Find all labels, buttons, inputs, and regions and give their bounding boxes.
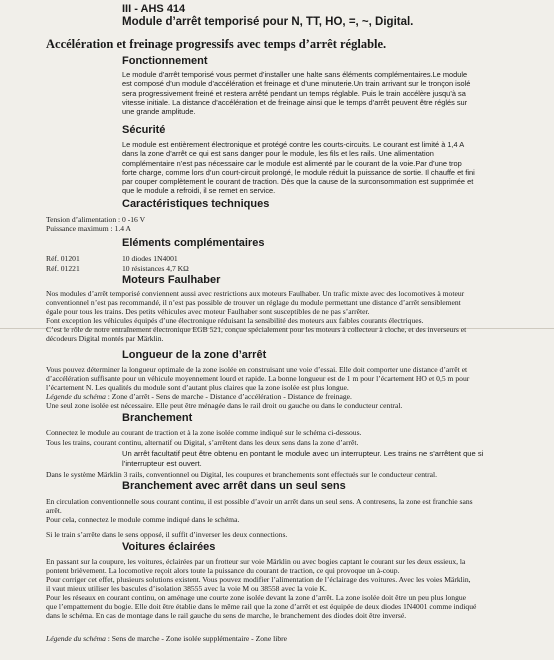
section-longueur: Vous pouvez déterminer la longueur optimale de la zone isolée en construisant une voie d’essai. Elle doit comporter une distance d’arrêt et d’accélération suffisante pour un véhicule moyennement lourd et rapide. La bonne longueur est de 1 m pour l’écartement HO et 0,5 m pour l’écartement N. Les qualités du module sont d’autant plus claires que la zone isolée est plus longue. Légende du schéma : Zone d’arrêt - Sens de marche - Distance d’accélération - Distance de freinage. Une seul zone isolée est nécessaire. Elle peut être ménagée dans le rail droit ou gauche ou dans le conducteur central. (46, 365, 470, 410)
product-title: Module d’arrêt temporisé pour N, TT, HO, =, ~, Digital. (122, 16, 414, 28)
branchement-line-2: Tous les trains, courant continu, alternatif ou Digital, s’arrêtent dans les deux sens dans la zone d’arrêt. (46, 438, 359, 447)
section-un-sens: En circulation conventionnelle sous courant continu, il est possible d’avoir un arrêt dans un seul sens. A contresens, la zone est franchie sans arrêt. Pour cela, connectez le module comme indiqué dans le schéma. Si le train s’arrête dans le sens opposé, il suffit d’inverser les deux connections. (46, 497, 473, 539)
heading-elements: Eléments complémentaires (122, 237, 265, 249)
branchement-line-3: Dans le système Märklin 3 rails, conventionnel ou Digital, les coupures et branchements sont effectués sur le conducteur central. (46, 470, 438, 479)
branchement-line-1: Connectez le module au courant de traction et à la zone isolée comme indiqué sur le schéma ci-dessous. (46, 428, 362, 437)
heading-securite: Sécurité (122, 124, 166, 136)
elements-desc-1: 10 diodes 1N4001 (122, 254, 178, 263)
legend-label-1: Légende du schéma (46, 392, 106, 401)
section-fonctionnement: Le module d’arrêt temporisé vous permet d’installer une halte sans éléments complémentaires.Le module est composé d’un module d’accélération et freinage et d’une minuterie.Un train arrivant sur le tronçon isolé sera progressivement freiné et restera arrêté pendant un temps réglable. Puis le train accélère jusqu’à sa vitesse initiale. La distance d’accélération et de freinage ainsi que le temps d’arrêt peuvent être réglés sur une grande amplitude. (122, 70, 471, 117)
section-caracteristiques: Tension d’alimentation : 0 -16 V Puissance maximum : 1.4 A (46, 215, 146, 233)
legend-label-2: Légende du schéma (46, 634, 106, 643)
product-subtitle: Accélération et freinage progressifs avec temps d’arrêt réglable. (46, 37, 387, 51)
legend-voitures: Légende du schéma : Sens de marche - Zone isolée supplémentaire - Zone libre (46, 634, 288, 643)
heading-voitures: Voitures éclairées (122, 541, 216, 553)
branchement-note-1: Un arrêt facultatif peut être obtenu en pontant le module avec un interrupteur. Les trains ne s’arrêtent que si (122, 449, 484, 458)
section-faulhaber: Nos modules d’arrêt temporisé conviennent aussi avec restrictions aux moteurs Faulhaber. Un trafic mixte avec des locomotives à moteur conventionnel n’est pas recommandé, il n’est pas possible de trouver un réglage du module permettant une distance d’arrêt sensiblement égale pour tous les trains. Des petits véhicules avec moteur Faulhaber sont susceptibles de ne pas s’arrêter. Font exception les véhicules équipés d’une électronique réduisant la sensibilité des moteurs aux faibles courants électriques. C’est le rôle de notre entraînement électronique EGB 521, conçue spécialement pour les moteurs à collecteur à cloche, et des inverseurs et décodeurs Digital montés par Märklin. (46, 289, 467, 343)
elements-ref-1: Réf. 01201 (46, 254, 80, 263)
section-securite: Le module est entièrement électronique et protégé contre les courts-circuits. Le courant est limité à 1,4 A dans la zone d’arrêt ce qui est sans danger pour le module, les fils et les rails. Une alimentation complémentaire n’est pas nécessaire car le module est alimenté par le courant de la voie.Par d’une trop forte charge, comme lors d’un court-circuit prolongé, le module réduit la puissance de sortie. Il chauffe et fini par couper complètement le courant de traction. Dès que la cause de la surconsommation est supprimée et que le module a refroidi, il se remet en service. (122, 140, 475, 196)
product-code: III - AHS 414 (122, 3, 186, 15)
section-voitures: En passant sur la coupure, les voitures, éclairées par un frotteur sur voie Märklin ou avec bogies captant le courant sur les deux essieux, la pontent brièvement. La locomotive reçoit alors toute la puissance du courant de traction, ce qui provoque un à-coup. Pour corriger cet effet, plusieurs solutions existent. Vous pouvez modifier l’alimentation de l’éclairage des voitures. Avec les voies Märklin, il vaut mieux utiliser les bascules d’isolation 38555 avec la voie M ou 38558 avec la voie K. Pour les réseaux en courant continu, on aménage une courte zone isolée devant la zone d’arrêt. La zone isolée doit être un peu plus longue que l’empattement du bogie. Elle doit être établie dans le même rail que la zone d’arrêt et est équipée de deux diodes 1N4001 comme indiqué dans le schéma. En cas de montage dans le rail gauche du sens de marche, le branchement des diodes doit être inversé. (46, 557, 477, 620)
branchement-note-2: l’interrupteur est ouvert. (122, 459, 202, 468)
heading-faulhaber: Moteurs Faulhaber (122, 274, 221, 286)
elements-desc-2: 10 résistances 4,7 KΩ (122, 264, 189, 273)
heading-fonctionnement: Fonctionnement (122, 55, 208, 67)
heading-branchement: Branchement (122, 412, 193, 424)
elements-ref-2: Réf. 01221 (46, 264, 80, 273)
heading-caracteristiques: Caractéristiques techniques (122, 198, 270, 210)
heading-un-sens: Branchement avec arrêt dans un seul sens (122, 480, 346, 492)
heading-longueur: Longueur de la zone d’arrêt (122, 349, 267, 361)
